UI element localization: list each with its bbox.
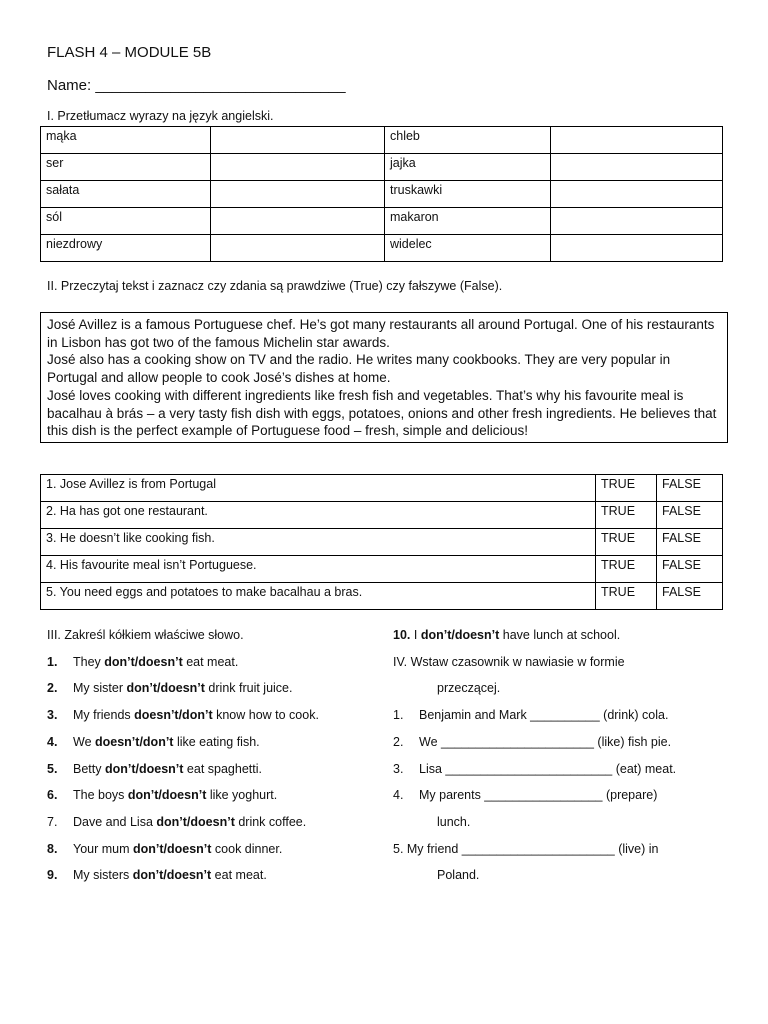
statement-text: 2. Ha has got one restaurant. [41, 502, 596, 529]
section3-instruction: III. Zakreśl kółkiem właściwe słowo. [47, 628, 244, 642]
item-choice[interactable]: don’t/doesn’t [132, 868, 212, 883]
true-option[interactable]: TRUE [596, 502, 657, 529]
vocab-row [41, 208, 723, 235]
vocab-answer-cell[interactable] [551, 154, 723, 181]
section1-instruction: I. Przetłumacz wyrazy na język angielski. [47, 109, 274, 123]
item-text: Your mum [73, 841, 133, 856]
fill-in-item [393, 702, 676, 729]
exercise-item [47, 809, 319, 836]
section4-item4-cont: lunch. [437, 814, 471, 829]
item-number: 4. [47, 734, 58, 749]
vocab-word-polish: ser [41, 154, 211, 181]
item-number: 6. [47, 788, 58, 803]
false-option[interactable]: FALSE [657, 502, 723, 529]
vocab-word-polish: widelec [385, 235, 551, 262]
reading-paragraph-1: José Avillez is a famous Portuguese chef. He’s got many restaurants all around Portugal. One of his restaurants in Lisbon has got two of the famous Michelin star awards. [47, 317, 715, 350]
name-field-label: Name: ______________________________ [47, 77, 346, 94]
item-choice[interactable]: don’t/doesn’t [156, 814, 235, 829]
item-text-end: like yoghurt. [206, 788, 278, 803]
item-text: Dave and Lisa [73, 814, 157, 829]
item-number: 2. [393, 734, 404, 749]
exercise-item-10 [393, 622, 676, 649]
reading-paragraph-2: José also has a cooking show on TV and the radio. He writes many cookbooks. They are very popular in Portugal and allow people to cook José’s dishes at home. [47, 352, 671, 386]
vocab-word-polish: sól [41, 208, 211, 235]
item-number: 2. [47, 681, 58, 696]
page-title: FLASH 4 – MODULE 5B [47, 44, 212, 61]
statement-row [41, 556, 723, 583]
exercise-item [47, 836, 319, 863]
exercise-item [47, 729, 319, 756]
statement-text: 5. You need eggs and potatoes to make bacalhau a bras. [41, 583, 596, 610]
vocab-row [41, 181, 723, 208]
item-text-end: eat meat. [182, 654, 239, 669]
item-text-end: cook dinner. [211, 841, 283, 856]
true-option[interactable]: TRUE [596, 475, 657, 502]
exercise-item [47, 702, 319, 729]
item-text-end: drink coffee. [234, 814, 307, 829]
item-choice[interactable]: doesn’t/don’t [95, 734, 174, 749]
exercise-item [47, 782, 319, 809]
item-number: 3. [47, 708, 58, 723]
item-text: We [73, 734, 95, 749]
true-option[interactable]: TRUE [596, 556, 657, 583]
item-number: 3. [393, 761, 404, 776]
reading-text-box [40, 312, 728, 443]
item-choice: don’t/doesn’t [420, 628, 500, 642]
vocab-answer-cell[interactable] [551, 235, 723, 262]
item-number: 1. [393, 708, 404, 723]
exercise-item [47, 862, 319, 889]
section2-instruction: II. Przeczytaj tekst i zaznacz czy zdania są prawdziwe (True) czy fałszywe (False). [47, 279, 503, 293]
item-number: 8. [47, 841, 58, 856]
vocab-answer-cell[interactable] [211, 154, 385, 181]
false-option[interactable]: FALSE [657, 529, 723, 556]
item-choice[interactable]: don’t/doesn’t [104, 654, 183, 669]
true-false-table [40, 474, 723, 610]
statement-row [41, 583, 723, 610]
vocab-answer-cell[interactable] [551, 127, 723, 154]
item-choice[interactable]: don’t/doesn’t [104, 761, 184, 776]
vocab-row [41, 235, 723, 262]
item-text-end: drink fruit juice. [204, 681, 293, 696]
fill-in-item [393, 756, 676, 783]
item-text-end: eat meat. [211, 868, 267, 883]
vocab-answer-cell[interactable] [211, 181, 385, 208]
true-option[interactable]: TRUE [596, 583, 657, 610]
fill-in-item [393, 782, 676, 809]
item-number: 10. [393, 628, 411, 642]
item-number: 4. [393, 788, 404, 803]
item-choice[interactable]: don’t/doesn’t [126, 681, 205, 696]
item-text: The boys [73, 788, 128, 803]
exercise-item [47, 675, 319, 702]
item-number: 1. [47, 654, 58, 669]
section4-item5: 5. My friend ______________________ (live) in [393, 841, 659, 856]
false-option[interactable]: FALSE [657, 583, 723, 610]
item-choice[interactable]: don’t/doesn’t [132, 841, 212, 856]
item-text-end: like eating fish. [173, 734, 260, 749]
fill-in-text[interactable]: Benjamin and Mark __________ (drink) cola. [419, 708, 669, 723]
vocab-answer-cell[interactable] [551, 181, 723, 208]
fill-in-text[interactable]: We ______________________ (like) fish pie. [419, 734, 672, 749]
false-option[interactable]: FALSE [657, 556, 723, 583]
item-number: 5. [47, 761, 58, 776]
vocab-word-polish: truskawki [385, 181, 551, 208]
fill-in-text[interactable]: Lisa ________________________ (eat) meat. [419, 761, 677, 776]
fill-in-item [393, 729, 676, 756]
item-text: My sisters [73, 868, 133, 883]
item-text: They [73, 654, 105, 669]
statement-text: 3. He doesn’t like cooking fish. [41, 529, 596, 556]
section4-item5-cont: Poland. [437, 868, 480, 883]
item-text-end: have lunch at school. [499, 628, 621, 642]
item-number: 7. [47, 814, 58, 829]
vocabulary-table [40, 126, 723, 262]
item-text: My friends [73, 708, 135, 723]
statement-text: 4. His favourite meal isn’t Portuguese. [41, 556, 596, 583]
statement-row [41, 502, 723, 529]
vocab-row [41, 127, 723, 154]
true-option[interactable]: TRUE [596, 529, 657, 556]
fill-in-text[interactable]: My parents _________________ (prepare) [419, 788, 658, 803]
statement-text: 1. Jose Avillez is from Portugal [41, 475, 596, 502]
vocab-word-polish: sałata [41, 181, 211, 208]
vocab-word-polish: jajka [385, 154, 551, 181]
vocab-word-polish: chleb [385, 127, 551, 154]
item-text-end: eat spaghetti. [183, 761, 262, 776]
section4-instruction-line1: IV. Wstaw czasownik w nawiasie w formie [393, 654, 625, 669]
item-text: Betty [73, 761, 105, 776]
statement-row [41, 475, 723, 502]
false-option[interactable]: FALSE [657, 475, 723, 502]
item-choice[interactable]: don’t/doesn’t [127, 788, 207, 803]
vocab-word-polish: mąka [41, 127, 211, 154]
section3-list [47, 622, 319, 889]
statement-row [41, 529, 723, 556]
vocab-answer-cell[interactable] [551, 208, 723, 235]
vocab-answer-cell[interactable] [211, 127, 385, 154]
item-number: 9. [47, 868, 58, 883]
vocab-answer-cell[interactable] [211, 208, 385, 235]
exercise-item [47, 649, 319, 676]
section4-list [393, 622, 676, 889]
exercise-item [47, 756, 319, 783]
vocab-answer-cell[interactable] [211, 235, 385, 262]
item-text-end: know how to cook. [212, 708, 319, 723]
item-text: My sister [73, 681, 127, 696]
item-text: I [410, 628, 421, 642]
reading-paragraph-3: José loves cooking with different ingredients like fresh fish and vegetables. That’s why his favourite meal is bacalhau à brás – a very tasty fish dish with eggs, potatoes, onions and other fresh ingredients. He believes that this dish is the perfect example of Portuguese food – fresh, simple and delicious! [47, 387, 717, 439]
vocab-word-polish: niezdrowy [41, 235, 211, 262]
item-choice[interactable]: doesn’t/don’t [134, 708, 213, 723]
vocab-word-polish: makaron [385, 208, 551, 235]
section4-instruction-line2: przeczącej. [437, 681, 501, 696]
vocab-row [41, 154, 723, 181]
